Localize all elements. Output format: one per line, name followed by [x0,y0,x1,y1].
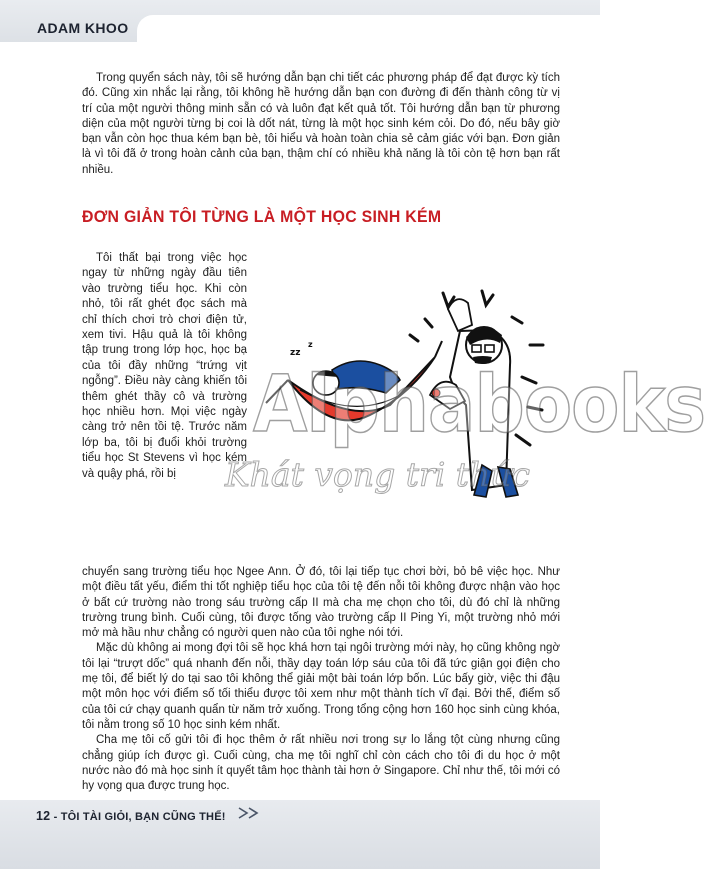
narrow-paragraph: Tôi thất bại trong việc học ngay từ những ngày đầu tiên vào trường tiểu học. Khi còn nhỏ, tôi rất ghét đọc sách mà chỉ thích chơi trò chơi điện tử, xem tivi. Hậu quả là tôi không tập trung trong lớp học, học bạ của tôi đầy những “trứng vịt ngỗng”. Điều này càng khiến tôi thêm ghét thầy cô và trường học nhiều hơn. Mọi việc ngày càng trở nên tồi tệ. Trước năm lớp ba, tôi bị đuổi khỏi trường tiểu học St Stevens vì học kém và quậy phá, rồi bị [82,252,247,480]
header-tab-shape [137,15,600,42]
header-author: ADAM KHOO [37,20,129,36]
svg-text:z: z [308,340,313,349]
intro-paragraph: Trong quyển sách này, tôi sẽ hướng dẫn bạn chi tiết các phương pháp để đạt được kỳ tích đó. Cũng xin nhắc lại rằng, tôi không hề hướng dẫn bạn con đường đi đến thành công từ vị trí của một người thông minh sẵn có và luôn đạt kết quả tốt. Tôi hướng dẫn bạn từ phương diện của một người từng bị coi là dốt nát, từng là một học sinh kém cỏi. Do đó, nếu bây giờ bạn vẫn còn học thua kém bạn bè, tôi hiểu và hoàn toàn chia sẻ cảm giác với bạn. Đơn giản là vì tôi đã ở trong hoàn cảnh của bạn, thậm chí có nhiều khả năng là tôi còn tệ hơn bạn rất nhiều. [82,72,560,176]
cartoon-illustration [260,285,560,520]
body-paragraph-1: chuyển sang trường tiểu học Ngee Ann. Ở đó, tôi lại tiếp tục chơi bời, bỏ bê việc học. Như một điều tất yếu, điểm thi tốt nghiệp tiểu học của tôi tệ đến nỗi tôi không được nhận vào học ở bất cứ trường nào trong sáu trường cấp II mà cha mẹ chọn cho tôi, dù đó chỉ là những trường trung bình. Cuối cùng, tôi được tống vào trường cấp II Ping Yi, một trường nhỏ mới mở mà hầu như chẳng có người quen nào của tôi nghe nói tới. [82,566,560,640]
page-number: 12 [36,809,51,823]
footer-separator: - [53,811,61,823]
footer-label [36,809,226,823]
book-title: TÔI TÀI GIỎI, BẠN CŨNG THẾ! [60,811,226,823]
sleeping-kid [290,340,400,395]
watermark-tagline: Khát vọng tri thức [225,455,531,494]
lower-section [82,565,560,794]
page-header [0,0,600,42]
svg-text:zz: zz [290,348,301,358]
watermark-brand: Alphabooks [253,360,705,450]
body-paragraph-2: Mặc dù không ai mong đợi tôi sẽ học khá hơn tại ngôi trường mới này, họ cũng không ngờ tôi lại “trượt dốc” quá nhanh đến nỗi, thầy dạy toán lớp sáu của tôi đã tức giận gọi điện cho mẹ tôi, để biết lý do tại sao tôi không thể giải một bài toán lớp bốn. Lúc bấy giờ, việc thi đậu một môn học với điểm số tối thiểu được tôi xem như một thành tích vĩ đại. Bởi thế, điểm số của tôi cứ chạy quanh quẩn từ năm trở xuống. Trong tổng cộng hơn 160 học sinh cùng khóa, tôi nằm trong số 10 học sinh kém nhất. [82,642,560,731]
angry-teacher [430,299,518,497]
body-paragraph-3: Cha mẹ tôi cố gửi tôi đi học thêm ở rất nhiều nơi trong sự lo lắng tột cùng nhưng cũng chẳng giúp ích được gì. Cuối cùng, cha mẹ tôi nghĩ chỉ còn cách cho tôi đi du học ở một nước nào đó mà học sinh ít quyết tâm học thành tài hơn ở Singapore. Chỉ như thế, tôi mới có hy vọng qua được trung học. [82,734,560,793]
double-arrow-icon [237,806,263,820]
section-title: ĐƠN GIẢN TÔI TỪNG LÀ MỘT HỌC SINH KÉM [82,208,442,226]
page-footer [0,800,600,869]
narrow-column-text [82,251,247,482]
intro-section [82,71,560,178]
